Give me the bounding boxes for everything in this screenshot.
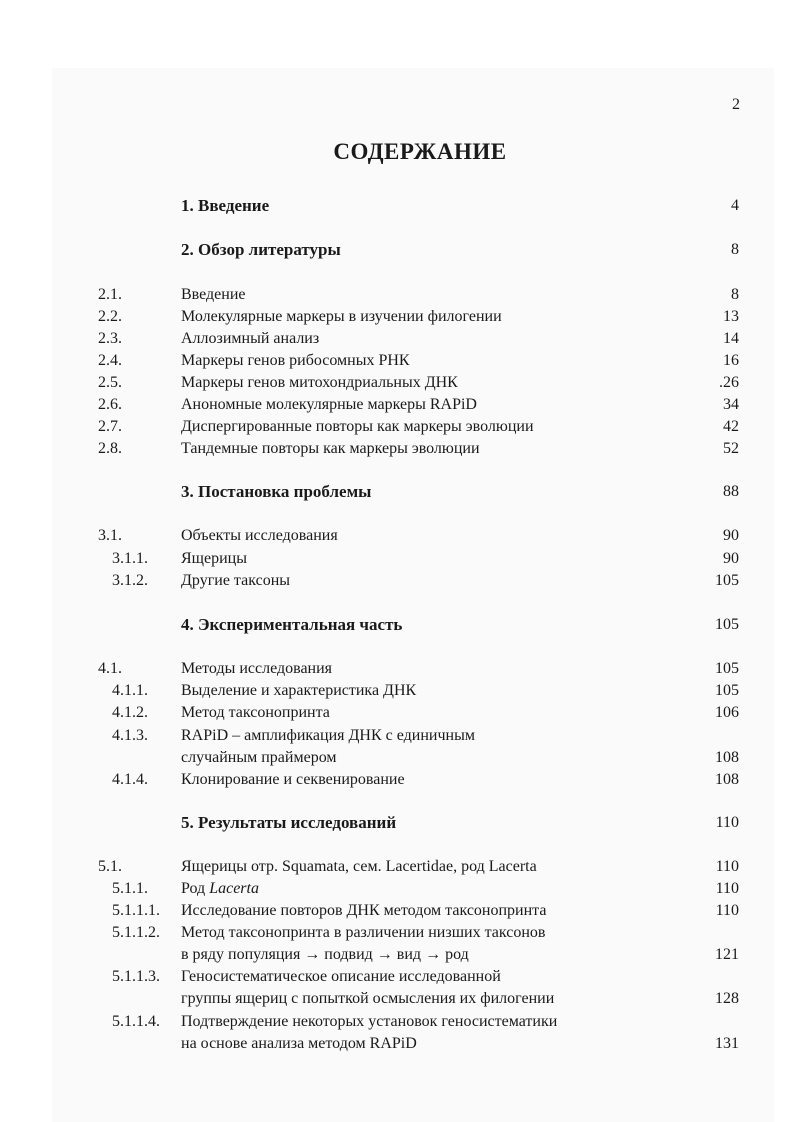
- toc-page-number: 106: [715, 704, 739, 721]
- toc-title-text: Метод таксонопринта: [181, 704, 330, 721]
- toc-section-title: [181, 239, 341, 261]
- toc-section-number: 2.7.: [98, 418, 122, 435]
- toc-row: [0, 394, 793, 416]
- toc-page-number: 105: [715, 660, 739, 677]
- toc-section-title: [181, 944, 469, 966]
- toc-title-text: 4. Экспериментальная часть: [181, 615, 403, 634]
- toc-page-number: 14: [723, 330, 739, 347]
- toc-title-text: Объекты исследования: [181, 527, 338, 544]
- toc-section-title: [181, 747, 337, 769]
- toc-section-title: [181, 416, 534, 438]
- toc-title-text: Род: [181, 880, 210, 897]
- toc-title-text: Другие таксоны: [181, 572, 291, 589]
- toc-page-number: 108: [715, 749, 739, 766]
- toc-section-title: [181, 548, 247, 570]
- toc-row: [0, 988, 793, 1010]
- toc-row: [0, 548, 793, 570]
- toc-page-number: 88: [723, 483, 739, 500]
- toc-section-number: 5.1.1.3.: [112, 968, 160, 985]
- toc-row: [0, 306, 793, 328]
- toc-page-number: 110: [715, 858, 739, 875]
- toc-section-number: 5.1.1.4.: [112, 1013, 160, 1030]
- toc-title-text: Тандемные повторы как маркеры эволюции: [181, 440, 480, 457]
- toc-section-title: [181, 328, 319, 350]
- toc-page-number: 90: [723, 550, 739, 567]
- toc-page-number: 13: [723, 308, 739, 325]
- toc-title-italic: Lacerta: [209, 880, 259, 897]
- toc-page-number: 105: [715, 616, 739, 633]
- toc-section-title: [181, 988, 554, 1010]
- toc-title-text: Подтверждение некоторых установок геносистематики: [181, 1013, 558, 1030]
- toc-row: [0, 900, 793, 922]
- toc-title-text: Метод таксонопринта в различении низших таксонов: [181, 924, 546, 941]
- toc-page-number: 131: [715, 1035, 739, 1052]
- toc-title-text: Геносистематическое описание исследованной: [181, 968, 501, 985]
- toc-section-title: [181, 1011, 557, 1033]
- toc-chapter-row: [0, 481, 793, 503]
- toc-title-text: Диспергированные повторы как маркеры эволюции: [181, 418, 534, 435]
- toc-chapter-row: [0, 812, 793, 834]
- toc-title-text: Маркеры генов митохондриальных ДНК: [181, 374, 458, 391]
- toc-chapter-row: [0, 614, 793, 636]
- toc-section-number: 5.1.1.2.: [112, 924, 160, 941]
- toc-page-number: 110: [715, 902, 739, 919]
- toc-row: [0, 1033, 793, 1055]
- toc-section-title: [181, 438, 480, 460]
- toc-page-number: 16: [723, 352, 739, 369]
- toc-page-number: 90: [723, 527, 739, 544]
- toc-section-title: [181, 856, 537, 878]
- toc-title-text: Аллозимный анализ: [181, 330, 320, 347]
- toc-section-title: [181, 878, 259, 900]
- toc-row: [0, 372, 793, 394]
- toc-section-number: 2.1.: [98, 286, 122, 303]
- toc-page-number: 128: [715, 990, 739, 1007]
- toc-chapter-row: [0, 239, 793, 261]
- toc-section-title: [181, 922, 545, 944]
- toc-section-title: [181, 350, 410, 372]
- toc-page-number: 52: [723, 440, 739, 457]
- toc-row: [0, 570, 793, 592]
- toc-row: [0, 725, 793, 747]
- toc-section-title: [181, 900, 546, 922]
- toc-section-title: [181, 1033, 417, 1055]
- toc-section-number: 2.4.: [98, 352, 122, 369]
- toc-section-title: [181, 702, 330, 724]
- toc-row: [0, 416, 793, 438]
- toc-row: [0, 747, 793, 769]
- toc-title-text: Ящерицы отр. Squamata, сем. Lacertidae, род Lacerta: [181, 858, 537, 875]
- page-number: 2: [732, 96, 740, 113]
- toc-section-number: 5.1.: [98, 858, 122, 875]
- toc-page-number: 121: [715, 946, 739, 963]
- toc-row: [0, 944, 793, 966]
- toc-section-title: [181, 372, 458, 394]
- toc-section-number: 2.2.: [98, 308, 122, 325]
- toc-section-title: [181, 306, 502, 328]
- toc-title-text: Клонирование и секвенирование: [181, 771, 405, 788]
- toc-section-number: 2.5.: [98, 374, 122, 391]
- toc-chapter-row: [0, 195, 793, 217]
- toc-page-number: 42: [723, 418, 739, 435]
- toc-section-title: [181, 614, 402, 636]
- document-title: СОДЕРЖАНИЕ: [333, 139, 507, 164]
- toc-section-number: 2.8.: [98, 440, 122, 457]
- toc-section-number: 5.1.1.1.: [112, 902, 160, 919]
- toc-row: [0, 284, 793, 306]
- toc-row: [0, 680, 793, 702]
- toc-title-text: на основе анализа методом RAPiD: [181, 1035, 417, 1052]
- toc-section-number: 4.1.2.: [112, 704, 148, 721]
- toc-row: [0, 328, 793, 350]
- toc-title-text: RAPiD – амплификация ДНК с единичным: [181, 727, 475, 744]
- toc-page-number: 8: [731, 286, 739, 303]
- toc-page-number: 110: [715, 880, 739, 897]
- toc-title-text: 5. Результаты исследований: [181, 813, 397, 832]
- toc-title-text: 3. Постановка проблемы: [181, 482, 372, 501]
- toc-row: [0, 525, 793, 547]
- toc-section-number: 3.1.1.: [112, 550, 148, 567]
- toc-section-title: [181, 680, 416, 702]
- toc-title-text: 1. Введение: [181, 196, 270, 215]
- toc-section-number: 2.3.: [98, 330, 122, 347]
- toc-section-title: [181, 966, 501, 988]
- toc-page-number: 108: [715, 771, 739, 788]
- toc-page-number: 105: [715, 572, 739, 589]
- toc-section-title: [181, 812, 396, 834]
- toc-page-number: 34: [723, 396, 739, 413]
- toc-title-text: случайным праймером: [181, 749, 337, 766]
- toc-section-title: [181, 570, 290, 592]
- toc-section-number: 2.6.: [98, 396, 122, 413]
- toc-title-text: Выделение и характеристика ДНК: [181, 682, 417, 699]
- toc-row: [0, 966, 793, 988]
- toc-row: [0, 856, 793, 878]
- toc-section-title: [181, 195, 269, 217]
- toc-page-number: .26: [719, 374, 739, 391]
- toc-title-text: Маркеры генов рибосомных РНК: [181, 352, 410, 369]
- toc-row: [0, 350, 793, 372]
- toc-title-text: Молекулярные маркеры в изучении филогении: [181, 308, 502, 325]
- toc-title-text: Ящерицы: [181, 550, 247, 567]
- toc-section-number: 4.1.: [98, 660, 122, 677]
- toc-page-number: 8: [731, 241, 739, 258]
- toc-title-text: Анономные молекулярные маркеры RAPiD: [181, 396, 477, 413]
- toc-section-title: [181, 284, 246, 306]
- toc-section-number: 4.1.4.: [112, 771, 148, 788]
- toc-page-number: 105: [715, 682, 739, 699]
- toc-row: [0, 769, 793, 791]
- toc-section-number: 3.1.2.: [112, 572, 148, 589]
- toc-section-title: [181, 658, 332, 680]
- toc-row: [0, 878, 793, 900]
- toc-title-text: в ряду популяция → подвид → вид → род: [181, 946, 469, 963]
- toc-row: [0, 922, 793, 944]
- toc-title-text: Методы исследования: [181, 660, 333, 677]
- toc-section-number: 4.1.1.: [112, 682, 148, 699]
- toc-section-title: [181, 725, 475, 747]
- toc-section-title: [181, 769, 405, 791]
- toc-section-title: [181, 525, 338, 547]
- toc-page-number: 4: [731, 197, 739, 214]
- toc-row: [0, 438, 793, 460]
- toc-row: [0, 702, 793, 724]
- toc-section-number: 5.1.1.: [112, 880, 148, 897]
- toc-row: [0, 1011, 793, 1033]
- toc-title-text: Введение: [181, 286, 246, 303]
- toc-section-title: [181, 394, 477, 416]
- toc-section-number: 4.1.3.: [112, 727, 148, 744]
- toc-section-title: [181, 481, 371, 503]
- toc-section-number: 3.1.: [98, 527, 122, 544]
- toc-title-text: Исследование повторов ДНК методом таксонопринта: [181, 902, 547, 919]
- toc-title-text: 2. Обзор литературы: [181, 240, 341, 259]
- toc-row: [0, 658, 793, 680]
- toc-page-number: 110: [715, 814, 739, 831]
- toc-title-text: группы ящериц с попыткой осмысления их филогении: [181, 990, 555, 1007]
